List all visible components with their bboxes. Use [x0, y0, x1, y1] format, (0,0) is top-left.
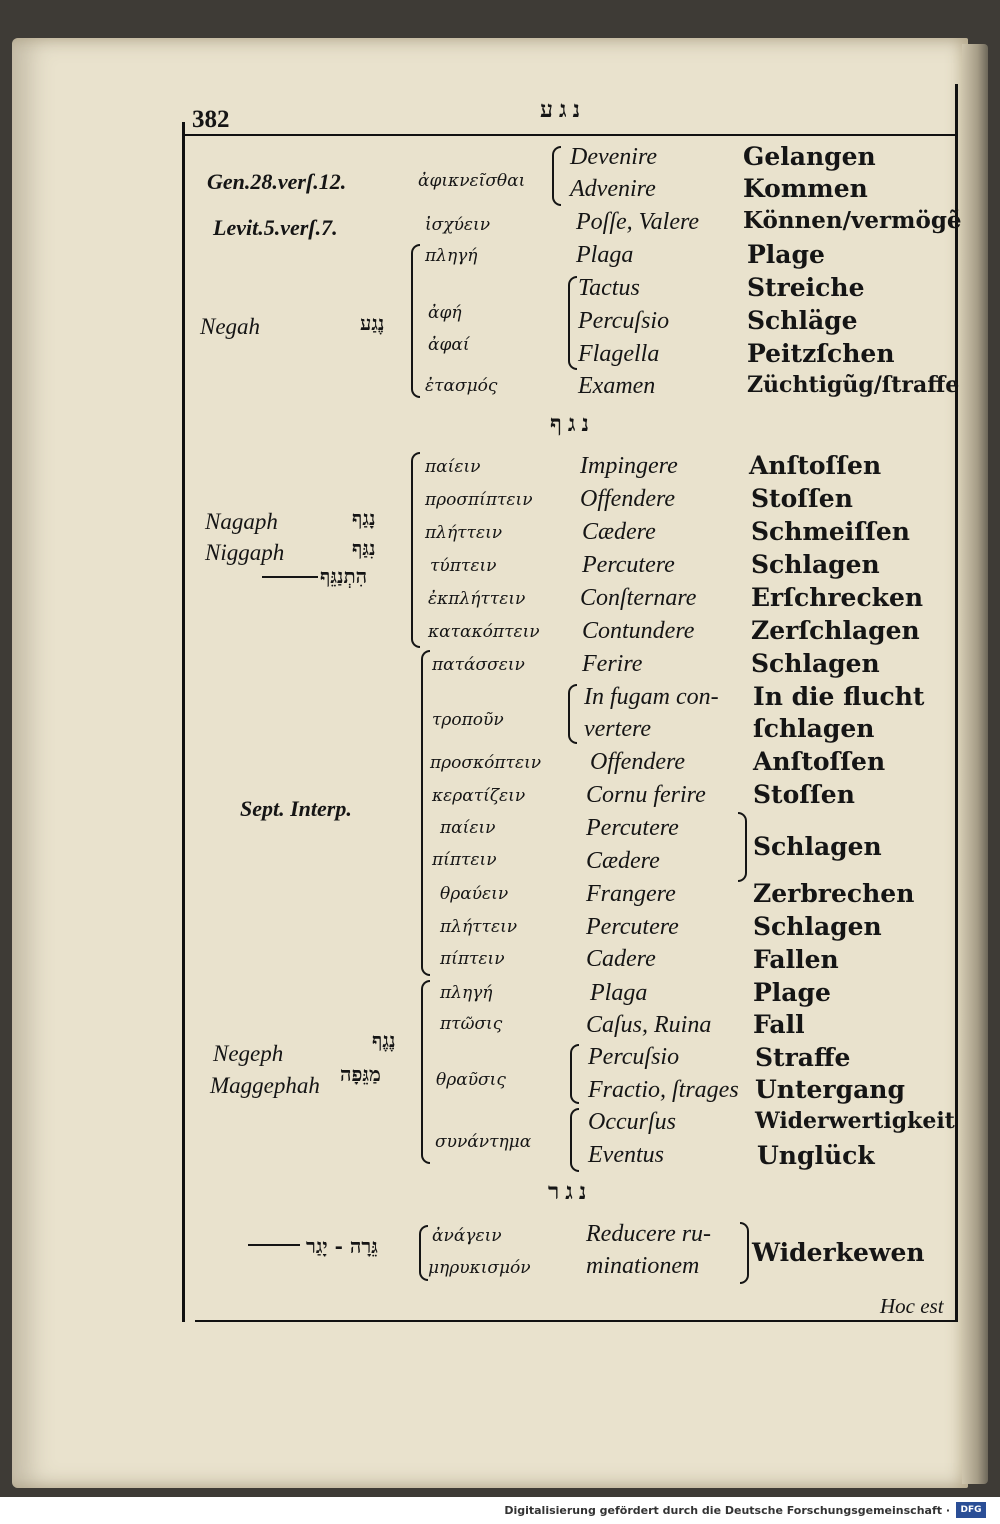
brace-infugam — [568, 684, 577, 744]
latin-word: vertere — [584, 716, 652, 742]
latin-word: Frangere — [586, 881, 676, 907]
brace-devenire — [552, 146, 561, 206]
greek-word: προσπίπτειν — [425, 490, 533, 510]
name-niggaph: Niggaph — [205, 540, 285, 565]
greek-word: ἀνάγειν — [432, 1226, 502, 1246]
section-head-nagaph: נגף — [550, 410, 595, 437]
greek-word: ἀφικνεῖσθαι — [418, 171, 526, 191]
latin-word: Advenire — [570, 176, 656, 202]
latin-word: Cædere — [582, 519, 656, 545]
greek-word: τύπτειν — [430, 556, 497, 576]
connector-line — [248, 1244, 300, 1246]
german-word: Schlagen — [753, 912, 882, 941]
german-word: Straffe — [755, 1043, 851, 1072]
hebrew-maggephah: מַגֵּפָה — [340, 1062, 381, 1086]
section-head-nagar: נגר — [548, 1178, 593, 1205]
german-word: Erſchrecken — [751, 583, 924, 612]
german-word: Unglück — [757, 1141, 875, 1170]
name-sept-interp: Sept. Interp. — [240, 796, 352, 821]
brace-occursus — [570, 1108, 579, 1172]
greek-word: παίειν — [425, 457, 481, 477]
german-word: Untergang — [755, 1075, 905, 1104]
latin-word: Offendere — [590, 749, 686, 775]
greek-word: ἐκπλήττειν — [428, 589, 526, 609]
footer-text: Digitalisierung gefördert durch die Deutsche Forschungsgemeinschaft · — [504, 1504, 950, 1517]
latin-word: Reducere ru- — [586, 1221, 712, 1247]
hebrew-hitnaggeph: הִתְנַגֵּף — [320, 564, 368, 588]
latin-word: Ferire — [582, 651, 643, 677]
greek-word: κερατίζειν — [432, 786, 526, 806]
greek-word: κατακόπτειν — [428, 622, 540, 642]
latin-word: Cædere — [586, 848, 660, 874]
page-number: 382 — [192, 106, 230, 133]
latin-word: Tactus — [578, 275, 640, 301]
greek-word: πληγή — [440, 983, 493, 1003]
greek-word: πίπτειν — [440, 949, 505, 969]
brace-sept — [421, 650, 430, 976]
german-word: Widerwertigkeit — [755, 1108, 955, 1134]
latin-word: Occurſus — [588, 1109, 676, 1135]
german-word: Stoſſen — [751, 484, 853, 513]
greek-word: ἰσχύειν — [425, 215, 491, 235]
german-word: Können/vermögẽ — [743, 207, 962, 234]
german-word: Kommen — [743, 174, 868, 203]
frame-rule-right — [955, 84, 958, 1322]
name-maggephah: Maggephah — [210, 1073, 320, 1098]
brace-gerah — [419, 1225, 428, 1281]
greek-word: συνάντημα — [435, 1132, 532, 1152]
ref-genesis: Gen.28.verſ.12. — [207, 169, 347, 194]
german-word: Plage — [747, 240, 825, 269]
name-negah: Negah — [200, 314, 261, 339]
german-word: Stoſſen — [753, 780, 855, 809]
german-word: Fallen — [753, 945, 839, 974]
german-word: Schlagen — [753, 832, 882, 861]
greek-word: πληγή — [425, 246, 478, 266]
hebrew-nega: נֶגַע — [360, 311, 385, 335]
connector-line — [262, 576, 318, 578]
latin-word: Plaga — [576, 242, 634, 268]
latin-word: Cadere — [586, 946, 656, 972]
brace-widerkewen — [740, 1222, 749, 1284]
latin-word: Plaga — [590, 980, 648, 1006]
latin-word: In fugam con- — [584, 684, 719, 710]
frame-rule-left — [182, 122, 185, 1322]
brace-tactus — [568, 276, 577, 370]
latin-word: Flagella — [578, 341, 660, 367]
greek-word: πλήττειν — [425, 523, 503, 543]
german-word: Plage — [753, 978, 831, 1007]
german-word: ſchlagen — [753, 714, 875, 743]
greek-word: πατάσσειν — [432, 655, 525, 675]
latin-word: Poſſe, Valere — [576, 209, 700, 235]
greek-word: παίειν — [440, 818, 496, 838]
brace-percussio — [570, 1044, 579, 1104]
name-nagaph: Nagaph — [205, 509, 278, 534]
dfg-logo-icon: DFG — [956, 1502, 986, 1518]
latin-word: Cornu ferire — [586, 782, 706, 808]
brace-nagaph — [411, 452, 420, 648]
catchword: Hoc est — [880, 1294, 944, 1318]
hebrew-niggaph: נִגַּף — [352, 536, 376, 560]
greek-word: τροποῦν — [432, 710, 504, 730]
latin-word: Contundere — [582, 618, 695, 644]
greek-word: ἐτασμός — [425, 376, 498, 396]
latin-word: Offendere — [580, 486, 676, 512]
latin-word: Eventus — [588, 1142, 664, 1168]
latin-word: Examen — [578, 373, 656, 399]
latin-word: Conſternare — [580, 585, 697, 611]
greek-word: πίπτειν — [432, 850, 497, 870]
german-word: Streiche — [747, 273, 865, 302]
greek-word: θραύειν — [440, 884, 509, 904]
german-word: Zerſchlagen — [751, 616, 920, 645]
latin-word: Impingere — [580, 453, 678, 479]
greek-word: θραῦσις — [436, 1070, 506, 1090]
hebrew-negeph: נֶגֶף — [372, 1028, 396, 1052]
latin-word: Fractio, ſtrages — [588, 1077, 739, 1103]
german-word: Zerbrechen — [753, 879, 915, 908]
ref-leviticus: Levit.5.verſ.7. — [213, 215, 338, 240]
page-edge — [962, 44, 988, 1484]
hebrew-nagaph: נָגַף — [352, 506, 376, 530]
latin-word: Percutere — [582, 552, 675, 578]
german-word: Gelangen — [743, 142, 876, 171]
brace-schlagen — [738, 812, 747, 882]
hebrew-gerah: גֵּרָה - יָגַר — [306, 1234, 378, 1258]
latin-word: Percuſsio — [578, 308, 670, 334]
frame-rule-bottom — [195, 1320, 958, 1322]
german-word: Peitzſchen — [747, 339, 895, 368]
frame-rule-top — [182, 134, 958, 136]
latin-word: Devenire — [570, 144, 658, 170]
german-word: Schmeiſſen — [751, 517, 910, 546]
german-word: Züchtigũg/ſtraffe — [747, 372, 960, 398]
brace-negeph — [421, 980, 430, 1164]
brace-negah — [411, 244, 420, 398]
greek-word: ἀφαί — [428, 335, 470, 355]
greek-word: πτῶσις — [440, 1014, 503, 1034]
footer-bar — [0, 1497, 1000, 1524]
greek-word: προσκόπτειν — [430, 753, 542, 773]
german-word: Anſtoſſen — [753, 747, 886, 776]
german-word: Schlagen — [751, 550, 880, 579]
german-word: Widerkewen — [752, 1238, 925, 1267]
latin-word: minationem — [586, 1253, 700, 1279]
latin-word: Caſus, Ruina — [586, 1012, 712, 1038]
german-word: Fall — [753, 1010, 805, 1039]
greek-word: πλήττειν — [440, 917, 518, 937]
name-negeph: Negeph — [213, 1041, 284, 1066]
greek-word: μηρυκισμόν — [428, 1258, 531, 1278]
latin-word: Percuſsio — [588, 1044, 680, 1070]
german-word: Anſtoſſen — [749, 451, 882, 480]
latin-word: Percutere — [586, 914, 679, 940]
german-word: Schläge — [747, 306, 858, 335]
german-word: Schlagen — [751, 649, 880, 678]
latin-word: Percutere — [586, 815, 679, 841]
greek-word: ἀφή — [428, 303, 462, 323]
german-word: In die flucht — [753, 682, 925, 711]
running-head: נגע — [540, 96, 587, 123]
